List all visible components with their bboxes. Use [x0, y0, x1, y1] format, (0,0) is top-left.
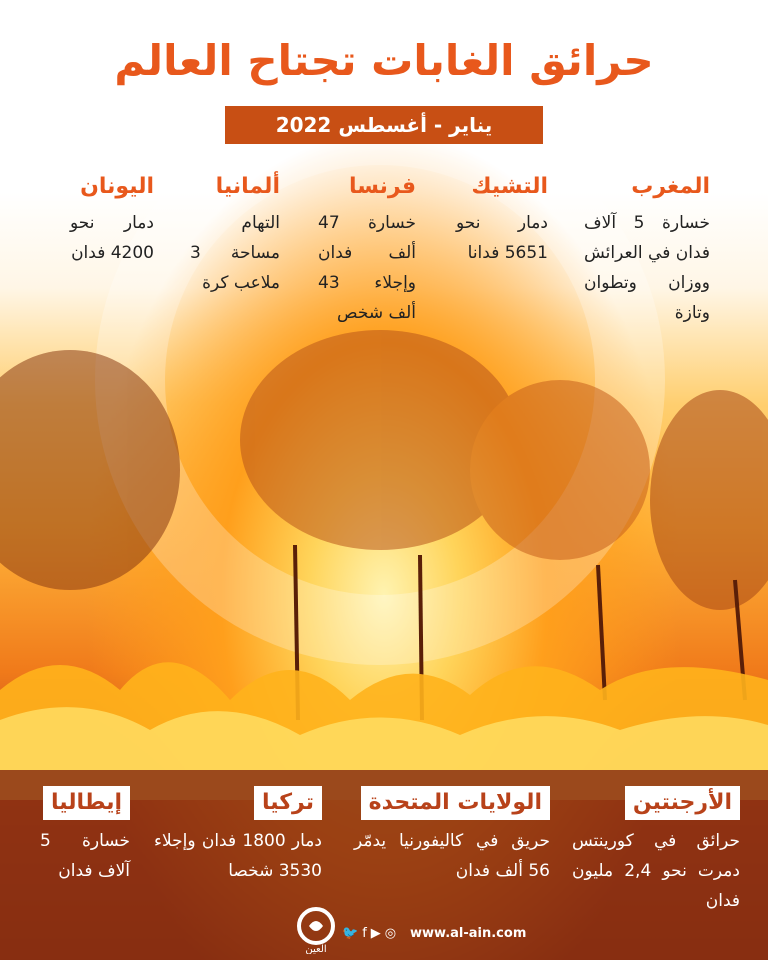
footer [0, 924, 768, 948]
twitter-icon[interactable]: 🐦 [342, 926, 359, 941]
country-usa [354, 786, 550, 886]
country-desc: خسارة 47 ألف فدان وإجلاء 43 ألف شخص [318, 213, 416, 323]
country-name: اليونان [80, 174, 154, 199]
logo-text: العين [305, 944, 327, 954]
date-range-banner: يناير - أغسطس 2022 [225, 106, 543, 144]
country-name: تركيا [254, 786, 322, 820]
youtube-icon[interactable]: ▶ [370, 926, 381, 941]
instagram-icon[interactable]: ◎ [384, 926, 397, 941]
country-desc: حريق في كاليفورنيا يدمّر 56 ألف فدان [354, 831, 550, 881]
country-name: إيطاليا [43, 786, 130, 820]
country-name: الولايات المتحدة [361, 786, 550, 820]
page-title: حرائق الغابات تجتاح العالم [114, 36, 654, 85]
country-morocco [584, 172, 710, 328]
country-turkey [154, 786, 322, 886]
country-name: التشيك [471, 174, 548, 199]
country-desc: دمار نحو 4200 فدان [70, 213, 154, 263]
social-links [342, 926, 400, 941]
site-url[interactable]: www.al-ain.com [410, 926, 527, 941]
facebook-icon[interactable]: f [362, 926, 367, 941]
country-name: ألمانيا [215, 174, 280, 199]
country-germany [190, 172, 280, 298]
country-name: الأرجنتين [625, 786, 740, 820]
country-france [318, 172, 416, 328]
country-desc: التهام مساحة 3 ملاعب كرة [190, 213, 280, 293]
country-name: فرنسا [349, 174, 416, 199]
country-desc: خسارة 5 آلاف فدان [40, 831, 130, 881]
country-czech [456, 172, 548, 268]
country-desc: خسارة 5 آلاف فدان في العرائش ووزان وتطوان وتازة [584, 213, 710, 323]
country-italy [40, 786, 130, 886]
country-argentina [572, 786, 740, 916]
country-greece [70, 172, 154, 268]
country-desc: دمار نحو 5651 فدانا [456, 213, 548, 263]
country-desc: حرائق في كورينتس دمرت نحو 2,4 مليون فدان [572, 831, 740, 911]
country-desc: دمار 1800 فدان وإجلاء 3530 شخصا [154, 831, 322, 881]
country-name: المغرب [631, 174, 710, 199]
